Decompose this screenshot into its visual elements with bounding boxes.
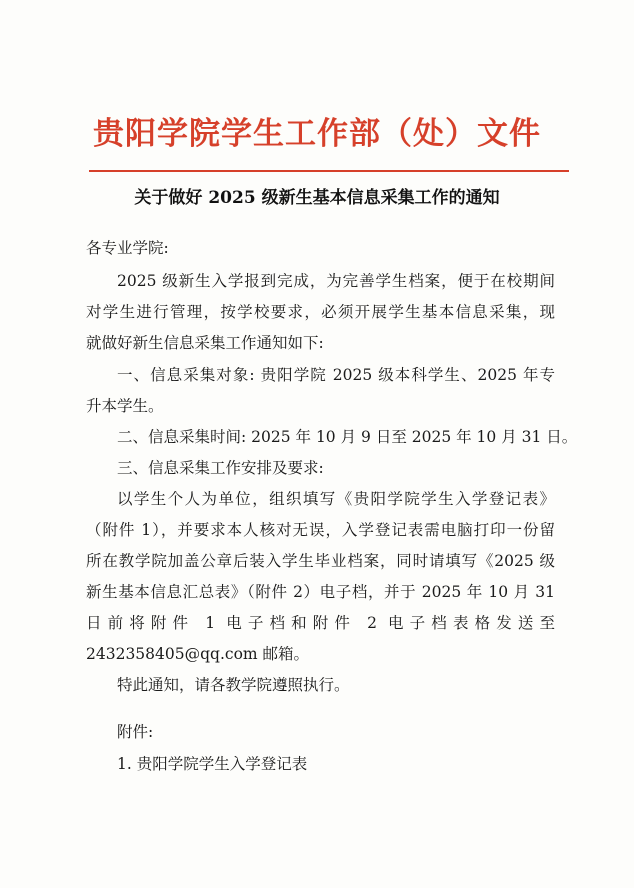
item2-line: 二、信息采集时间: 2025 年 10 月 9 日至 2025 年 10 月 31 日。 [117,428,578,446]
item1-line-2: 升本学生。 [86,397,164,415]
item1-line-1: 一、信息采集对象: 贵阳学院 2025 级本科学生、2025 年专 [117,366,555,384]
item3-detail-line-4: 新生基本信息汇总表》（附件 2）电子档，并于 2025 年 10 月 31 [86,583,555,601]
closing-line: 特此通知，请各教学院遵照执行。 [117,676,350,694]
org-header-title: 贵阳学院学生工作部（处）文件 [93,116,541,152]
item3-detail-line-3: 所在教学院加盖公章后装入学生毕业档案，同时请填写《2025 级 [86,552,555,570]
red-divider-line [89,170,569,172]
item3-detail-line-1: 以学生个人为单位，组织填写《贵阳学院学生入学登记表》 [117,490,555,508]
item3-detail-line-6: 2432358405@qq.com 邮箱。 [86,645,310,663]
item3-detail-line-5: 日前将附件 1 电子档和附件 2 电子档表格发送至 [86,614,555,632]
intro-line-3: 就做好新生信息采集工作通知如下: [86,334,324,352]
notice-title: 关于做好 2025 级新生基本信息采集工作的通知 [134,188,500,208]
intro-line-2: 对学生进行管理，按学校要求，必须开展学生基本信息采集，现 [86,303,555,321]
salutation: 各专业学院: [86,239,169,257]
item3-heading: 三、信息采集工作安排及要求: [117,459,324,477]
item3-detail-line-2: （附件 1），并要求本人核对无误，入学登记表需电脑打印一份留 [86,521,555,539]
intro-line-1: 2025 级新生入学报到完成，为完善学生档案，便于在校期间 [117,272,555,290]
attachments-label: 附件: [117,723,154,741]
attachment-item: 1. 贵阳学院学生入学登记表 [117,755,308,773]
